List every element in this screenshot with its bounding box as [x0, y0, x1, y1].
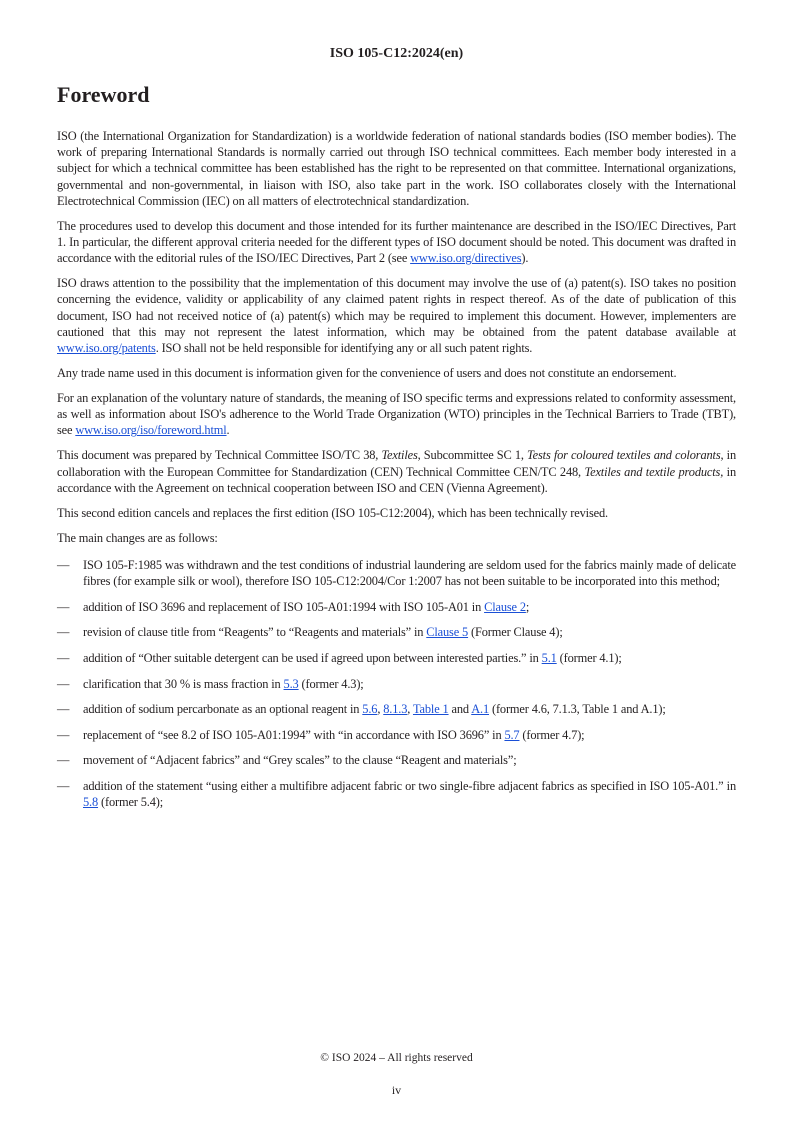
link-foreword[interactable]: www.iso.org/iso/foreword.html: [75, 423, 227, 438]
text: (former 4.6, 7.1.3, Table 1 and A.1);: [489, 702, 666, 717]
text: ISO 105-F:1985 was withdrawn and the test conditions of industrial laundering are seldom used for the fabrics mainly made of delicate fibres (for example silk or wool), therefore ISO 105-C12:2004/Cor 1:2007 has not been suitable to be incorporated into this method;: [83, 558, 736, 589]
text: and: [448, 702, 472, 717]
list-item: [57, 752, 736, 768]
text: . ISO shall not be held responsible for identifying any or all such patent rights.: [155, 341, 533, 356]
text: ,: [377, 702, 384, 717]
link-a-1[interactable]: A.1: [471, 702, 490, 717]
dash-bullet: —: [57, 676, 70, 691]
text: addition of ISO 3696 and replacement of ISO 105-A01:1994 with ISO 105-A01 in: [83, 599, 485, 614]
paragraph-changes-intro: The main changes are as follows:: [57, 530, 218, 545]
text: .: [226, 423, 230, 438]
dash-bullet: —: [57, 599, 70, 614]
italic-text: Tests for coloured textiles and colorants,: [527, 448, 724, 463]
text: (former 5.4);: [98, 795, 164, 810]
dash-bullet: —: [57, 651, 70, 666]
text: (former 4.3);: [298, 676, 364, 691]
link-8-1-3[interactable]: 8.1.3: [383, 702, 408, 717]
paragraph-procedures: [57, 218, 736, 267]
italic-text: Textiles: [381, 448, 418, 463]
dash-bullet: —: [57, 727, 70, 742]
link-5-6[interactable]: 5.6: [362, 702, 378, 717]
link-directives[interactable]: www.iso.org/directives: [410, 251, 522, 266]
text: movement of “Adjacent fabrics” and “Grey scales” to the clause “Reagent and materials”;: [83, 753, 517, 768]
list-item: [57, 624, 736, 640]
paragraph-committee: [57, 447, 736, 496]
list-item: [57, 650, 736, 666]
link-clause-5[interactable]: Clause 5: [426, 625, 469, 640]
list-item: [57, 557, 736, 589]
text: in collaboration with the European Committee for Standardization (CEN) Technical Committee CEN/TC 248,: [57, 448, 736, 479]
text: addition of the statement “using either a multifibre adjacent fabric or two single-fibre adjacent fabrics as specified in ISO 105-A01.” in: [83, 779, 736, 793]
text: (Former Clause 4);: [468, 625, 563, 640]
text: , Subcommittee SC 1,: [417, 448, 528, 463]
changes-list: [57, 557, 736, 810]
text: (former 4.1);: [556, 651, 622, 666]
dash-bullet: —: [57, 702, 70, 717]
list-item: [57, 778, 736, 810]
link-5-7[interactable]: 5.7: [504, 727, 520, 742]
paragraph-iso-intro: ISO (the International Organization for Standardization) is a worldwide federation of national standards bodies (ISO member bodies). The work of preparing International Standards is normally carried out through ISO technical committees. Each member body interested in a subject for which a technical committee has been established has the right to be represented on that committee. International organizations, governmental and non-governmental, in liaison with ISO, also take part in the work. ISO collaborates closely with the International Electrotechnical Commission (IEC) on all matters of electrotechnical standardization.: [57, 129, 736, 208]
paragraph-voluntary-nature: [57, 390, 736, 439]
text: addition of “Other suitable detergent can be used if agreed upon between interested parties.” in: [83, 651, 542, 666]
text: clarification that 30 % is mass fraction in: [83, 676, 284, 691]
text: ).: [521, 251, 529, 266]
text: addition of sodium percarbonate as an optional reagent in: [83, 702, 363, 717]
link-clause-2[interactable]: Clause 2: [484, 599, 526, 614]
dash-bullet: —: [57, 558, 70, 573]
text: For an explanation of the voluntary nature of standards, the meaning of ISO specific terms and expressions related to conformity assessment, as well as information about ISO's adherence to the World Trade Organization (WTO) principles in the Technical Barriers to Trade (TBT), see: [57, 391, 736, 438]
dash-bullet: —: [57, 779, 70, 793]
paragraph-patents: [57, 275, 736, 356]
text: This document was prepared by Technical Committee ISO/TC 38,: [57, 448, 382, 463]
text: in accordance with the Agreement on technical cooperation between ISO and CEN (Vienna Agreement).: [57, 464, 736, 495]
text: ,: [407, 702, 413, 717]
link-5-8[interactable]: 5.8: [83, 795, 99, 810]
paragraph-edition: This second edition cancels and replaces the first edition (ISO 105-C12:2004), which has been technically revised.: [57, 505, 608, 520]
link-patents[interactable]: www.iso.org/patents: [57, 341, 156, 356]
link-table-1[interactable]: Table 1: [412, 702, 449, 717]
copyright-footer: © ISO 2024 – All rights reserved: [320, 1052, 473, 1064]
dash-bullet: —: [57, 753, 70, 768]
link-5-3[interactable]: 5.3: [283, 676, 299, 691]
link-5-1[interactable]: 5.1: [541, 651, 557, 666]
text: (former 4.7);: [519, 727, 585, 742]
dash-bullet: —: [57, 625, 70, 640]
page-title: Foreword: [57, 82, 150, 107]
text: ;: [525, 599, 530, 614]
page-number: iv: [391, 1083, 402, 1097]
text: replacement of “see 8.2 of ISO 105-A01:1994” with “in accordance with ISO 3696” in: [83, 727, 505, 742]
foreword-body: [57, 128, 736, 820]
list-item: [57, 701, 736, 717]
list-item: [57, 599, 736, 615]
text: revision of clause title from “Reagents” to “Reagents and materials” in: [83, 625, 427, 640]
list-item: [57, 727, 736, 743]
text: The procedures used to develop this document and those intended for its further maintenance are described in the ISO/IEC Directives, Part 1. In particular, the different approval criteria needed for the different types of ISO document should be noted. This document was drafted in accordance with the editorial rules of the ISO/IEC Directives, Part 2 (see: [57, 218, 736, 266]
text: ISO draws attention to the possibility that the implementation of this document may involve the use of (a) patent(s). ISO takes no position concerning the evidence, validity or applicability of any claimed patent rights in respect thereof. As of the date of publication of this document, ISO had not received notice of (a) patent(s) which may be required to implement this document. However, implementers are cautioned that this may not represent the latest information, which may be obtained from the patent database available at: [57, 276, 736, 339]
italic-text: Textiles and textile products,: [584, 464, 724, 479]
paragraph-trade-name: Any trade name used in this document is information given for the convenience of users and does not constitute an endorsement.: [57, 366, 677, 381]
list-item: [57, 676, 736, 692]
document-id-header: ISO 105-C12:2024(en): [329, 46, 464, 61]
